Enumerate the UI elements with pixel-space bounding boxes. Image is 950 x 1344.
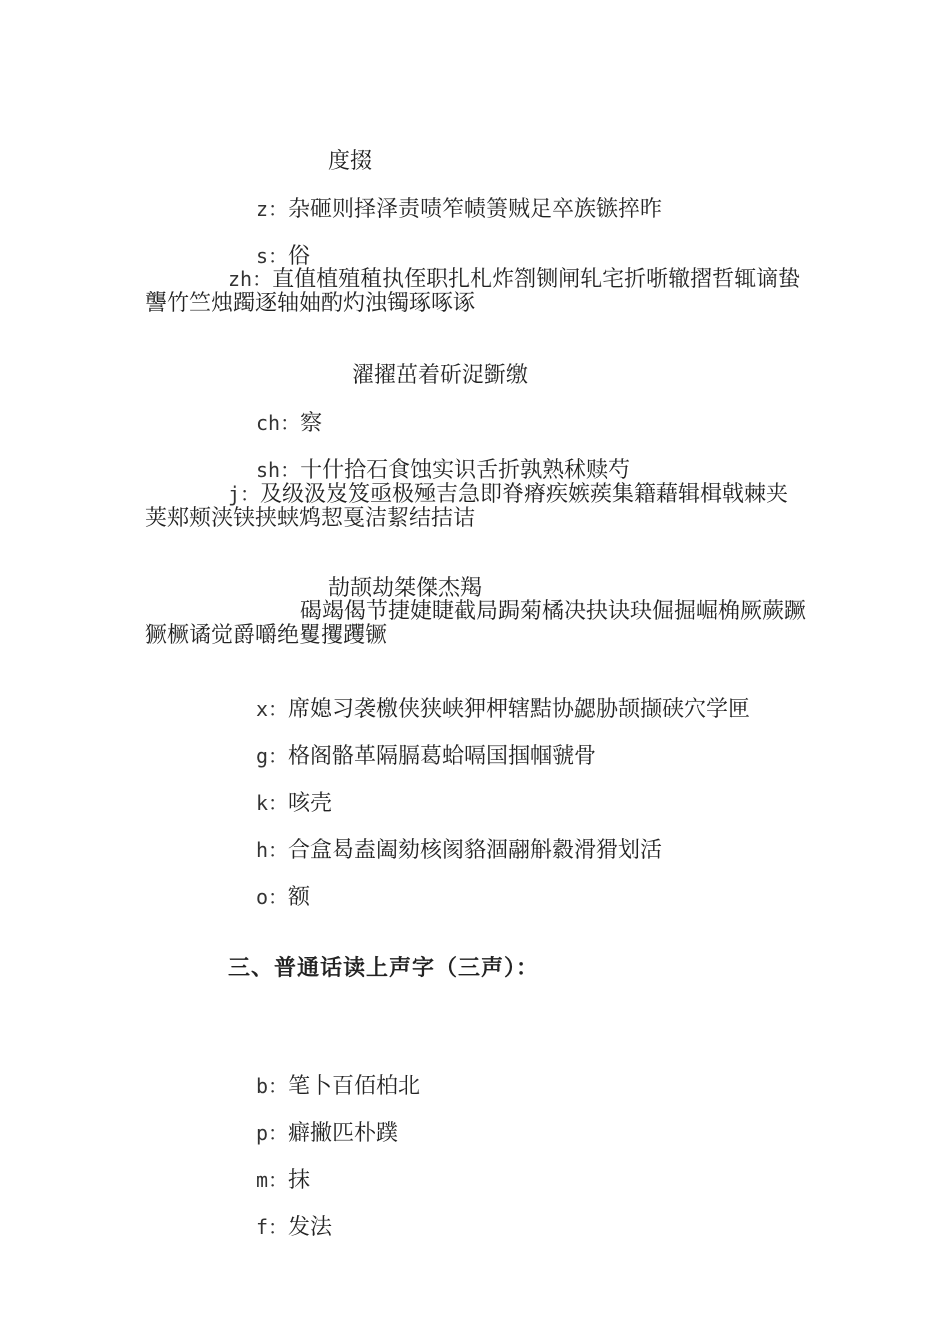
- section-heading: 三、普通话读上声字（三声）：: [228, 955, 540, 981]
- initial-label: k：: [255, 791, 289, 815]
- initial-label: h：: [255, 838, 289, 862]
- initial-label: b：: [255, 1074, 289, 1098]
- character-list: 十什拾石食蚀实识舌折孰熟秫赎芍: [300, 458, 631, 483]
- initial-label: s：: [255, 244, 289, 268]
- character-list: 席媳习袭檄侠狭峡狎柙辖黠协勰胁颉撷硖穴学匣: [288, 697, 751, 722]
- character-list: 咳壳: [288, 791, 333, 816]
- initial-label: zh：: [228, 267, 273, 291]
- initial-label: p：: [255, 1121, 289, 1145]
- line-text: 碣竭偈节捷婕睫截局跼菊橘决抉诀玦倔掘崛桷厥蕨蹶獗橛谲觉爵嚼绝矍攫躩镢: [145, 599, 807, 648]
- initial-label: x：: [255, 697, 289, 721]
- line-text: 濯擢茁着斫浞斵缴: [351, 363, 528, 388]
- character-list: 及级汲岌笈亟极殛吉急即脊瘠疾嫉蒺集籍藉辑楫戟棘夹荚郏颊浃铗挟蛱鸩恝戛洁絜结拮诘: [145, 482, 789, 531]
- initial-label: f：: [255, 1215, 289, 1239]
- initial-label: sh：: [255, 458, 301, 482]
- initial-label: g：: [255, 744, 289, 768]
- line-text: 度掇: [327, 149, 372, 174]
- character-list: 察: [300, 411, 323, 436]
- character-list: 发法: [288, 1215, 333, 1240]
- character-list: 笔卜百佰柏北: [288, 1074, 421, 1099]
- initial-label: o：: [255, 885, 289, 909]
- character-list: 俗: [288, 244, 311, 269]
- character-list: 杂砸则择泽责啧笮帻箦贼足卒族镞捽昨: [288, 197, 663, 222]
- initial-label: m：: [255, 1168, 289, 1192]
- initial-label: ch：: [255, 411, 301, 435]
- character-list: 合盒曷盍阖劾核阂貉涸翮斛縠滑猾划活: [288, 838, 663, 863]
- text-line-zh-continued: [324, 340, 528, 412]
- text-paragraph-j-extra: [145, 600, 810, 648]
- text-paragraph-zh: [145, 267, 810, 316]
- character-list: 格阁骼革隔膈葛蛤嗝国掴帼虢骨: [288, 744, 597, 769]
- character-list: 癖撇匹朴蹼: [288, 1121, 399, 1146]
- character-list: 额: [288, 885, 311, 910]
- initial-label: z：: [255, 197, 289, 221]
- text-line-f: [228, 1191, 332, 1264]
- line-text: 劼颉劫桀傑杰羯: [327, 576, 482, 601]
- character-list: 抹: [288, 1168, 311, 1193]
- initial-label: j：: [228, 482, 261, 506]
- text-line-o: [228, 861, 310, 934]
- text-paragraph-j: [145, 482, 810, 531]
- character-list: 直值植殖稙执侄职扎札炸劄铡闸轧宅折哳辙摺哲辄谪蛰讋竹竺烛躅逐轴妯酌灼浊镯琢啄诼: [145, 267, 801, 316]
